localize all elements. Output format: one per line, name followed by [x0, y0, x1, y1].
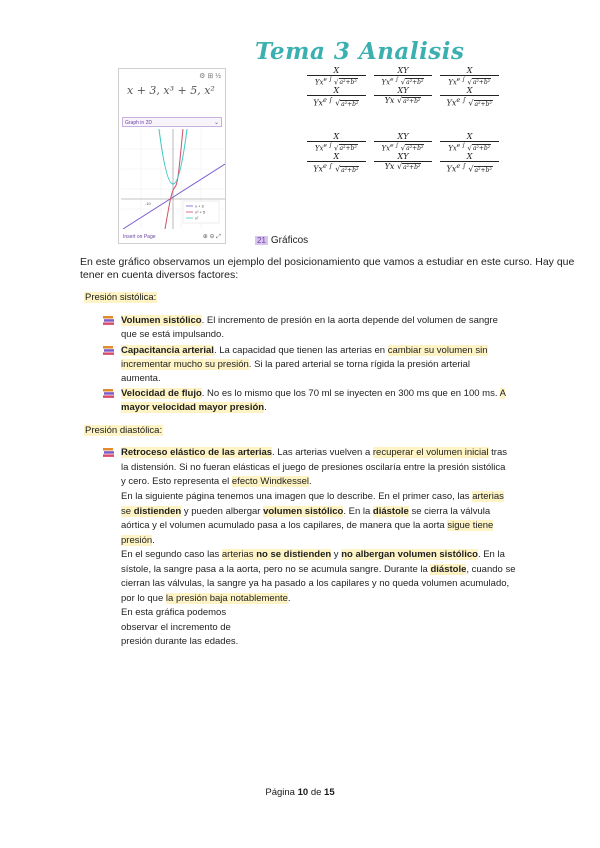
graph-mode-select[interactable]: [122, 117, 222, 127]
graph-toolbar[interactable]: ⚙ ⊞ ½: [199, 73, 221, 80]
figure-ref: 21: [257, 236, 266, 245]
legend-2: x³ + 5: [195, 209, 206, 215]
equation-block-1: $\frac{X}{Yx^{e \int} √a^2+b^2}$ $\frac{XY}{Yx^{e \int} √a^2+b^2}$ $\frac{X}{Yx^{e \int} √a^2+b^2}$ $\frac{X}{Yx^{e \int} √a^2+b^2}$ $\frac{XY}{\text{Yx √a²+b²}}$ $\frac{X}{Yx^{e \int} √a^2+b^2}$: [303, 66, 503, 106]
series-cubic: [165, 129, 183, 229]
book-stack-icon: [102, 388, 116, 399]
section-heading-sistolica: Presión sistólica:: [85, 292, 157, 303]
graph-expression: x + 3, x³ + 5, x²: [127, 84, 215, 97]
page-footer: Página 10 de 15: [265, 787, 335, 798]
zoom-icons[interactable]: ⊕ ⊖ ⤢: [202, 234, 221, 240]
legend-1: x + 3: [195, 203, 204, 209]
document-title: Tema 3 Analisis: [255, 38, 465, 65]
graph-plot: [121, 129, 225, 229]
paragraph-first-case: En la siguiente página tenemos una imagen que lo describe. En el primer caso, las arterias se distienden y pueden albergar volumen sistólico. En la diástole se cierra la válvula aórtica y el volumen acumulado pasa a los capilares, de manera que la aorta sigue tiene presión.: [121, 491, 504, 546]
book-stack-icon: [102, 345, 116, 356]
figure-caption: [255, 235, 308, 246]
section-heading-diastolica: Presión diastólica:: [85, 425, 163, 436]
paragraph-graph-note: En esta gráfica podemos observar el incremento de presión durante las edades.: [121, 607, 239, 647]
chevron-down-icon: ⌄: [213, 120, 219, 126]
insert-on-page-button[interactable]: Insert on Page: [123, 234, 156, 240]
paragraph-second-case: En el segundo caso las arterias no se distienden y no albergan volumen sistólico. En la sístole, la sangre pasa a la aorta, pero no se acumula sangre. Durante la diástole, cuando se cierran las válvulas, la sangre ya ha pasado a los capilares y no queda volumen acumulado, por lo que la presión baja notablemente.: [121, 549, 516, 604]
legend-3: x²: [195, 215, 199, 221]
graph-mode-label: Graph in 2D: [125, 120, 152, 126]
equation-block-2: $\frac{X}{Yx^{e \int} √a^2+b^2}$ $\frac{XY}{Yx^{e \int} √a^2+b^2}$ $\frac{X}{Yx^{e \int} √a^2+b^2}$ $\frac{X}{Yx^{e \int} √a^2+b^2}$ $\frac{XY}{\text{Yx √a²+b²}}$ $\frac{X}{Yx^{e \int} √a^2+b^2}$: [303, 132, 503, 172]
axis-label: -10: [145, 201, 151, 206]
intro-paragraph: En este gráfico observamos un ejemplo del posicionamiento que vamos a estudiar en este curso. Hay que tener en cuenta diversos factores:: [80, 256, 575, 281]
book-stack-icon: [102, 315, 116, 326]
figure-caption-text: Gráficos: [270, 235, 309, 246]
book-stack-icon: [102, 447, 116, 458]
graph-widget: [118, 68, 226, 244]
